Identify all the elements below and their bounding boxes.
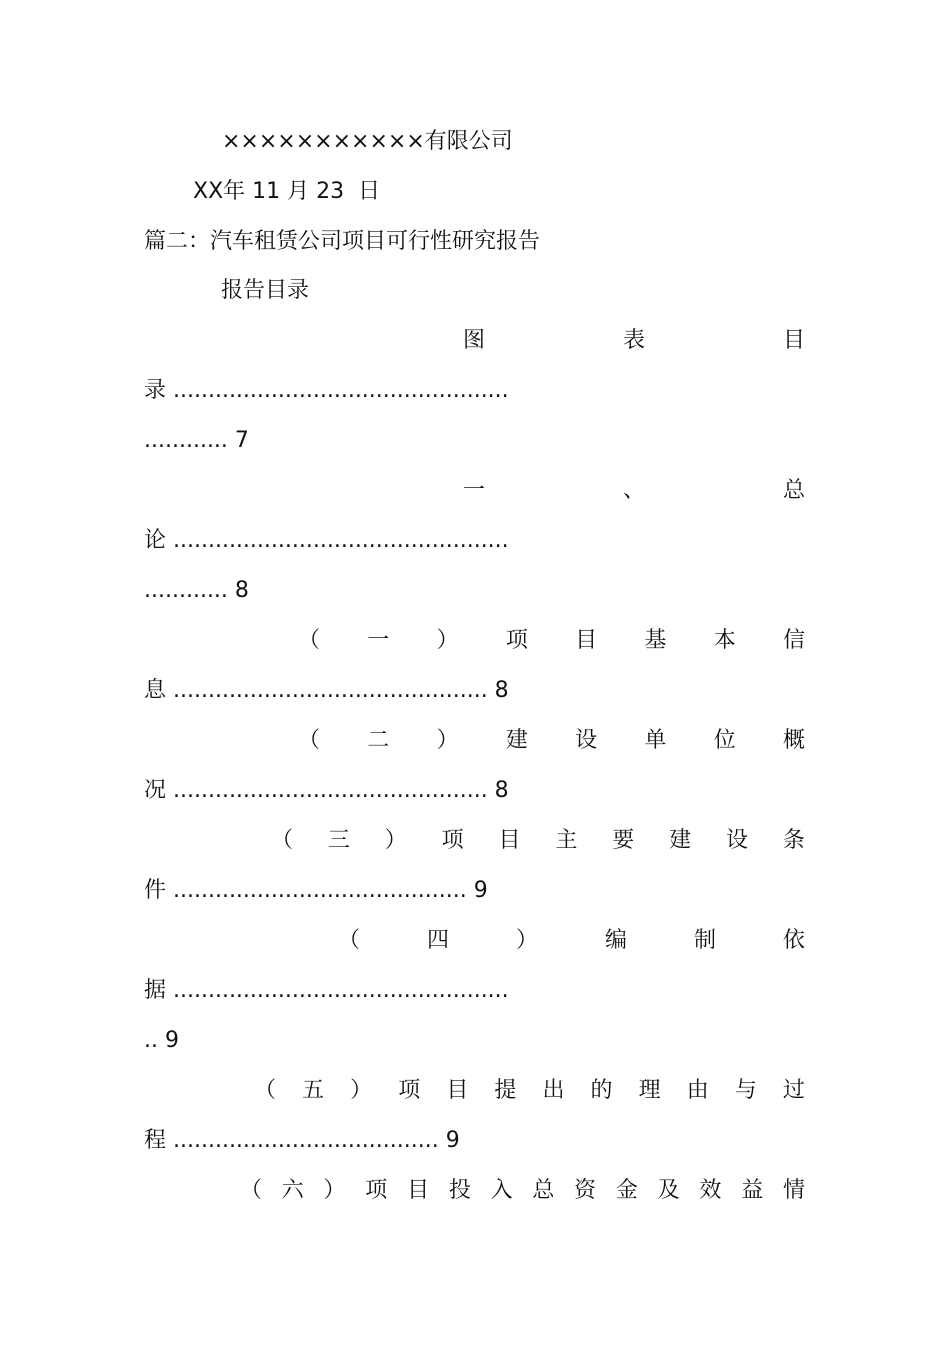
toc-char: 建	[669, 828, 692, 853]
toc-entry-1-tail: 息 ............................................. 8	[144, 678, 509, 703]
toc-entry-figures-head	[463, 326, 805, 356]
toc-char: 本	[713, 628, 736, 653]
toc-char: 益	[741, 1178, 764, 1203]
toc-entry-figures-tail: 录 ................................................	[144, 378, 509, 403]
toc-char: 入	[490, 1178, 513, 1203]
toc-char: （	[298, 628, 321, 653]
toc-char: 项	[441, 828, 464, 853]
toc-char: 一	[367, 628, 390, 653]
toc-entry-5-head	[254, 1076, 805, 1106]
toc-char: （	[240, 1178, 263, 1203]
toc-char: 建	[505, 728, 528, 753]
toc-char: 设	[575, 728, 598, 753]
toc-char: 项	[398, 1078, 421, 1103]
toc-char: 位	[713, 728, 736, 753]
toc-char: （	[271, 828, 294, 853]
toc-entry-3-head	[271, 826, 805, 856]
toc-char: 编	[604, 928, 627, 953]
toc-char: 图	[463, 328, 486, 353]
toc-heading: 报告目录	[221, 278, 310, 303]
toc-char: 四	[426, 928, 449, 953]
toc-char: 过	[782, 1078, 805, 1103]
company-name: ×××××××××××有限公司	[222, 129, 513, 154]
toc-entry-general-head	[463, 476, 805, 506]
toc-char: 与	[734, 1078, 757, 1103]
toc-char: 投	[448, 1178, 471, 1203]
toc-char: 目	[407, 1178, 430, 1203]
toc-char: 出	[542, 1078, 565, 1103]
toc-char: 、	[622, 478, 645, 503]
toc-char: 制	[693, 928, 716, 953]
toc-char: 金	[615, 1178, 638, 1203]
toc-char: （	[298, 728, 321, 753]
toc-char: 情	[782, 1178, 805, 1203]
toc-char: 主	[555, 828, 578, 853]
toc-char: 基	[644, 628, 667, 653]
toc-char: 二	[367, 728, 390, 753]
toc-char: 概	[782, 728, 805, 753]
toc-entry-5-tail: 程 ...................................... 9	[144, 1128, 460, 1153]
toc-char: 目	[782, 328, 805, 353]
toc-char: ）	[323, 1178, 346, 1203]
toc-char: 条	[782, 828, 805, 853]
toc-entry-3-tail: 件 .......................................... 9	[144, 878, 488, 903]
toc-char: 目	[446, 1078, 469, 1103]
toc-char: 理	[638, 1078, 661, 1103]
document-date: XX年 11 月 23 日	[193, 179, 381, 204]
toc-char: 依	[782, 928, 805, 953]
toc-char: 效	[699, 1178, 722, 1203]
toc-char: 五	[302, 1078, 325, 1103]
toc-char: ）	[384, 828, 407, 853]
toc-char: 单	[644, 728, 667, 753]
toc-char: 目	[575, 628, 598, 653]
document-title: 篇二：汽车租赁公司项目可行性研究报告	[144, 229, 541, 254]
toc-char: 目	[498, 828, 521, 853]
toc-char: 总	[782, 478, 805, 503]
toc-entry-general-page: ............ 8	[144, 578, 249, 603]
toc-char: ）	[515, 928, 538, 953]
toc-char: 设	[726, 828, 749, 853]
toc-char: 信	[782, 628, 805, 653]
toc-entry-6-head	[240, 1176, 805, 1206]
toc-entry-2-head	[298, 726, 805, 756]
toc-char: 六	[281, 1178, 304, 1203]
toc-entry-4-page: .. 9	[144, 1028, 179, 1053]
toc-char: （	[254, 1078, 277, 1103]
toc-entry-1-head	[298, 626, 805, 656]
toc-char: 三	[327, 828, 350, 853]
toc-char: 资	[574, 1178, 597, 1203]
toc-char: 的	[590, 1078, 613, 1103]
toc-char: （	[338, 928, 361, 953]
toc-entry-2-tail: 况 ............................................. 8	[144, 778, 509, 803]
toc-entry-figures-page: ............ 7	[144, 428, 249, 453]
toc-char: 项	[505, 628, 528, 653]
toc-char: 表	[622, 328, 645, 353]
toc-char: 总	[532, 1178, 555, 1203]
toc-char: 提	[494, 1078, 517, 1103]
toc-entry-general-tail: 论 ................................................	[144, 528, 509, 553]
toc-char: 及	[657, 1178, 680, 1203]
toc-char: 要	[612, 828, 635, 853]
toc-char: 由	[686, 1078, 709, 1103]
toc-char: 项	[365, 1178, 388, 1203]
toc-char: ）	[436, 628, 459, 653]
toc-entry-4-tail: 据 ................................................	[144, 978, 509, 1003]
toc-entry-4-head	[338, 926, 805, 956]
toc-char: ）	[350, 1078, 373, 1103]
toc-char: 一	[463, 478, 486, 503]
toc-char: ）	[436, 728, 459, 753]
